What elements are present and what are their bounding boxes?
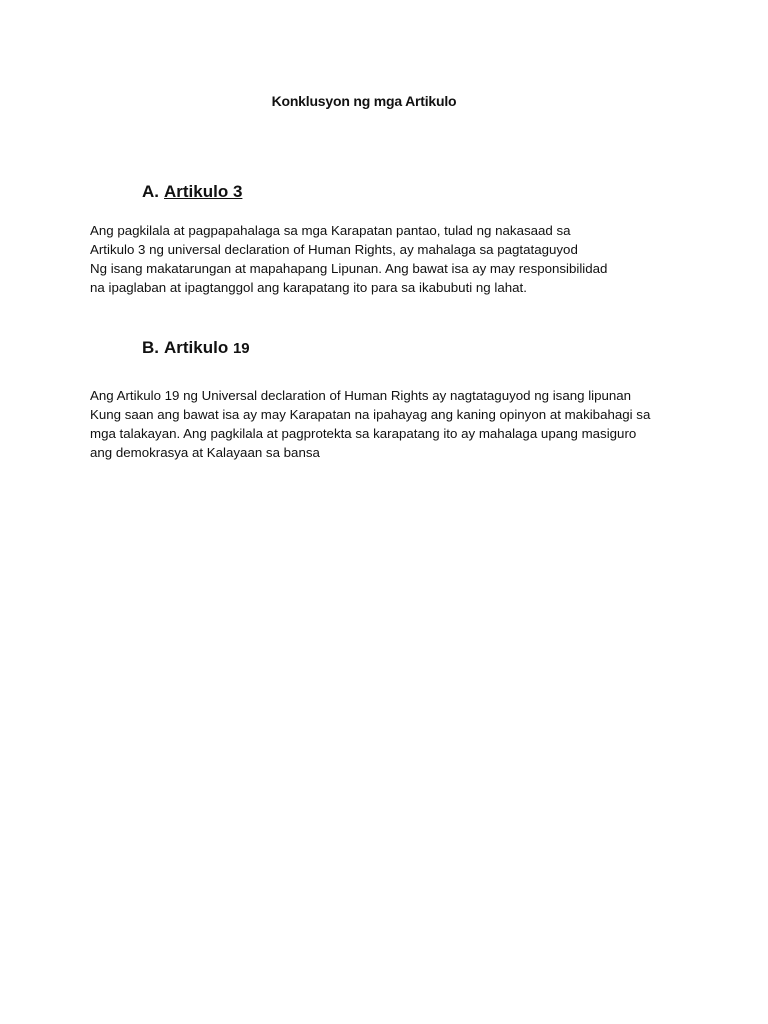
section-a-marker: A.	[142, 182, 159, 201]
section-a-heading	[142, 182, 242, 202]
paragraph-line: Artikulo 3 ng universal declaration of Human Rights, ay mahalaga sa pagtataguyod	[90, 242, 578, 257]
document-title: Konklusyon ng mga Artikulo	[271, 93, 457, 109]
section-a-paragraph	[90, 221, 690, 297]
paragraph-line: Kung saan ang bawat isa ay may Karapatan na ipahayag ang kaning opinyon at makibahagi sa	[90, 407, 651, 422]
section-b-paragraph	[90, 386, 690, 462]
paragraph-line: na ipaglaban at ipagtanggol ang karapatang ito para sa ikabubuti ng lahat.	[90, 280, 527, 295]
section-b-marker: B.	[142, 338, 159, 357]
section-a-heading-text: Artikulo 3	[164, 182, 243, 201]
paragraph-line: mga talakayan. Ang pagkilala at pagprotekta sa karapatang ito ay mahalaga upang masiguro	[90, 426, 637, 441]
paragraph-line: ang demokrasya at Kalayaan sa bansa	[90, 445, 320, 460]
section-b-heading	[142, 338, 250, 358]
section-b-heading-text: Artikulo	[164, 338, 229, 357]
paragraph-line: Ang Artikulo 19 ng Universal declaration of Human Rights ay nagtataguyod ng isang lipunan	[90, 388, 632, 403]
paragraph-line: Ang pagkilala at pagpapahalaga sa mga Karapatan pantao, tulad ng nakasaad sa	[90, 223, 571, 238]
section-b-heading-number: 19	[232, 340, 250, 357]
paragraph-line: Ng isang makatarungan at mapahapang Lipunan. Ang bawat isa ay may responsibilidad	[90, 261, 608, 276]
